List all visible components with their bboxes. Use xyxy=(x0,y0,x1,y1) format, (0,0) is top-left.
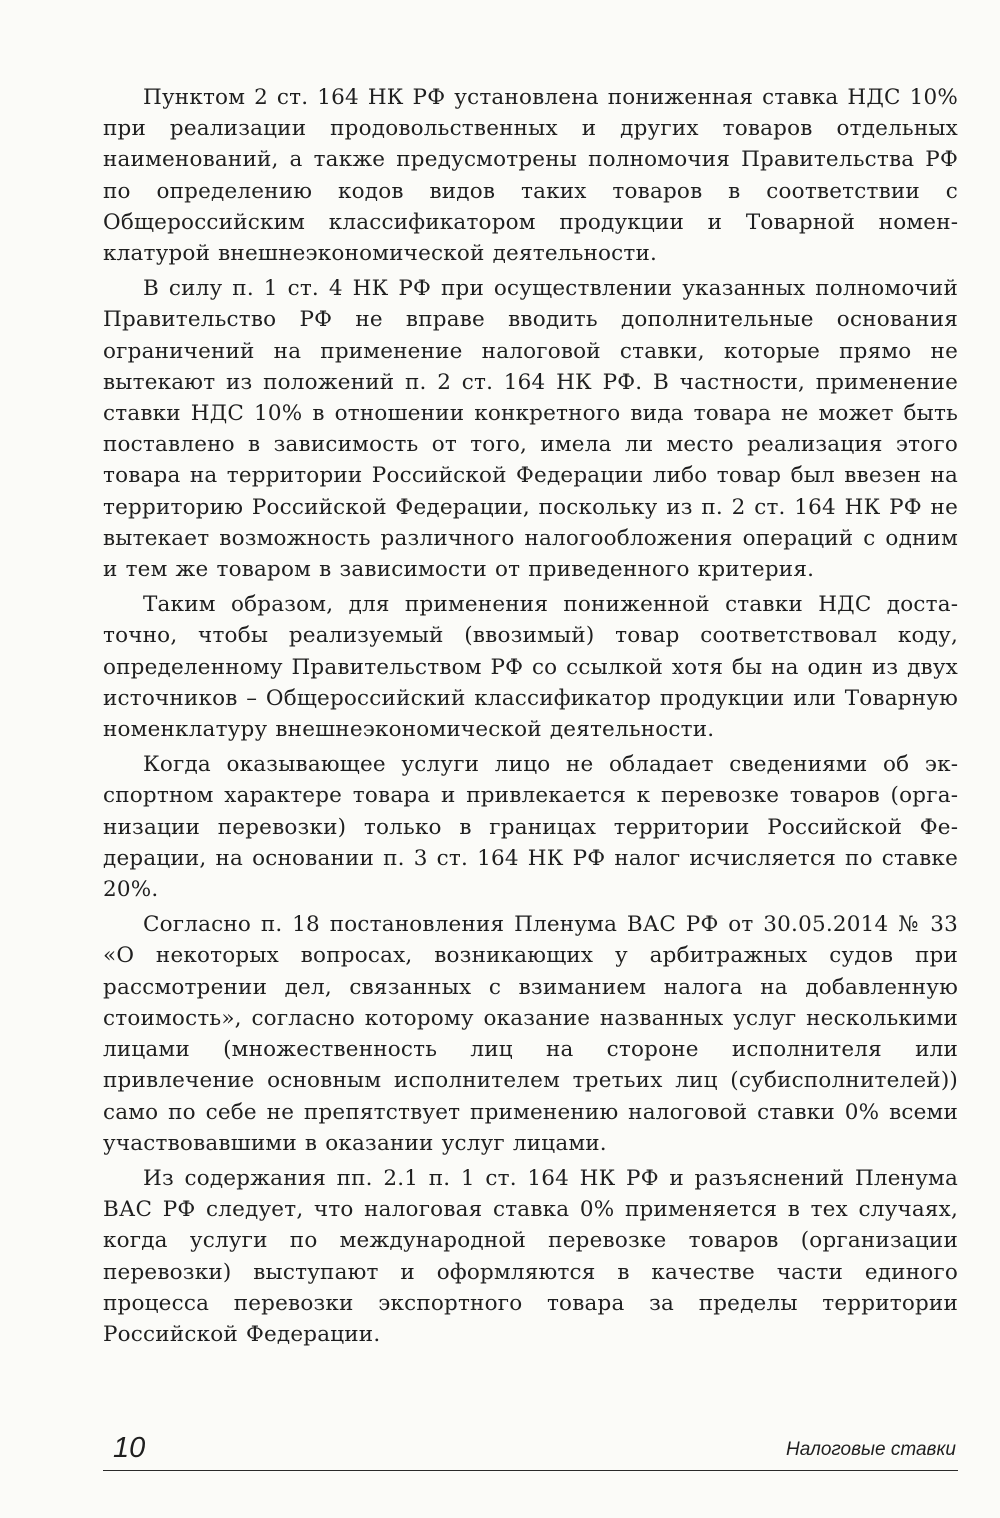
page-number: 10 xyxy=(113,1432,146,1464)
paragraph-6: Из содержания пп. 2.1 п. 1 ст. 164 НК РФ и разъяснений Пленума ВАС РФ следует, что налоговая ставка 0% применяется в тех случаях, когда услуги по международной перевозке товаров (организации перевозки) выступают и оформляются в качестве части единого процесса перевозки экспортного товара за пределы территории Российской Федерации. xyxy=(103,1165,958,1347)
page-body xyxy=(103,82,958,1354)
paragraph-4: Когда оказывающее услуги лицо не обладает сведениями об экспортном характере товара и привлекается к перевозке товаров (организации перевозки) только в границах территории Российской Федерации, на основании п. 3 ст. 164 НК РФ налог исчисляется по ставке 20%. xyxy=(103,752,958,903)
paragraph-1: Пунктом 2 ст. 164 НК РФ установлена пониженная ставка НДС 10% при реализации продовольственных и других товаров отдельных наименований, а также предусмотрены полномочия Правительства РФ по определению кодов видов таких товаров в соответствии с Общероссийским классификатором продукции и Товарной номенклатурой внешнеэкономической деятельности. xyxy=(103,85,958,267)
page-footer xyxy=(103,1432,958,1472)
footer-divider xyxy=(103,1470,958,1471)
paragraph-2: В силу п. 1 ст. 4 НК РФ при осуществлении указанных полномочий Правительство РФ не вправе вводить дополнительные основания ограничений на применение налоговой ставки, которые прямо не вытекают из положений п. 2 ст. 164 НК РФ. В частности, применение ставки НДС 10% в отношении конкретного вида товара не может быть поставлено в зависимость от того, имела ли место реализация этого товара на территории Российской Федерации либо товар был ввезен на территорию Российской Федерации, поскольку из п. 2 ст. 164 НК РФ не вытекает возможность различного налогообложения операций с одним и тем же товаром в зависимости от приведенного критерия. xyxy=(103,276,958,583)
running-title: Налоговые ставки xyxy=(786,1439,956,1460)
paragraph-5: Согласно п. 18 постановления Пленума ВАС РФ от 30.05.2014 № 33 «О некоторых вопросах, возникающих у арбитражных судов при рассмотрении дел, связанных с взиманием налога на добавленную стоимость», согласно которому оказание названных услуг несколькими лицами (множественность лиц на стороне исполнителя или привлечение основным исполнителем третьих лиц (субисполнителей)) само по себе не препятствует применению налоговой ставки 0% всеми участвовавшими в оказании услуг лицами. xyxy=(103,912,958,1156)
paragraph-3: Таким образом, для применения пониженной ставки НДС достаточно, чтобы реализуемый (ввозимый) товар соответствовал коду, определенному Правительством РФ со ссылкой хотя бы на один из двух источников – Общероссийский классификатор продукции или Товарную номенклатуру внешнеэкономической деятельности. xyxy=(103,592,958,743)
